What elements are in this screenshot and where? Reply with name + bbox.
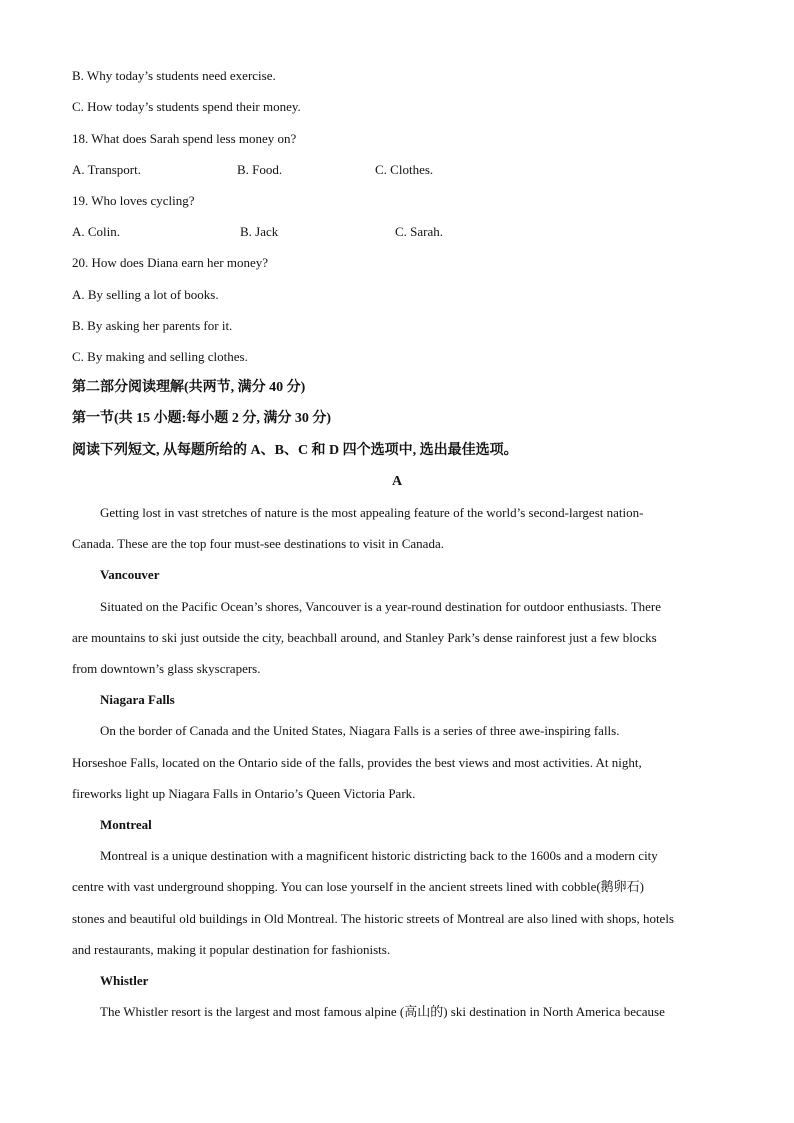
niagara-line-3: fireworks light up Niagara Falls in Ontario’s Queen Victoria Park. (72, 786, 416, 801)
passage-label: A (391, 474, 403, 489)
vancouver-line-1: Situated on the Pacific Ocean’s shores, Vancouver is a year-round destination for outdoor enthusiasts. There (100, 599, 661, 614)
vancouver-line-2: are mountains to ski just outside the city, beachball around, and Stanley Park’s dense rainforest just a few blocks (72, 630, 657, 645)
part-title: 第二部分阅读理解(共两节, 满分 40 分) (72, 380, 306, 395)
q19-option-b: B. Jack (240, 224, 279, 239)
q20-option-a: A. By selling a lot of books. (72, 287, 219, 302)
whistler-heading: Whistler (100, 973, 149, 988)
q20-question: 20. How does Diana earn her money? (72, 255, 269, 270)
passage-intro-line-2: Canada. These are the top four must-see destinations to visit in Canada. (72, 536, 444, 551)
passage-intro-line-1: Getting lost in vast stretches of nature is the most appealing feature of the world’s second-largest nation- (100, 505, 644, 520)
q19-option-c: C. Sarah. (395, 224, 444, 239)
q18-option-c: C. Clothes. (375, 162, 434, 177)
montreal-line-1: Montreal is a unique destination with a magnificent historic districting back to the 1600s and a modern city (100, 848, 658, 863)
q20-option-c: C. By making and selling clothes. (72, 349, 248, 364)
montreal-heading: Montreal (100, 817, 152, 832)
vancouver-heading: Vancouver (100, 567, 160, 582)
q20-option-b: B. By asking her parents for it. (72, 318, 233, 333)
montreal-line-3: stones and beautiful old buildings in Old Montreal. The historic streets of Montreal are also lined with shops, hotels (72, 911, 674, 926)
q19-question: 19. Who loves cycling? (72, 193, 195, 208)
section-title: 第一节(共 15 小题:每小题 2 分, 满分 30 分) (72, 411, 331, 426)
q19-option-a: A. Colin. (72, 224, 121, 239)
whistler-line-1: The Whistler resort is the largest and most famous alpine (高山的) ski destination in North America because (100, 1004, 665, 1019)
q18-option-a: A. Transport. (72, 162, 141, 177)
montreal-line-2: centre with vast underground shopping. You can lose yourself in the ancient streets lined with cobble(鹅卵石) (72, 879, 645, 894)
niagara-line-1: On the border of Canada and the United States, Niagara Falls is a series of three awe-inspiring falls. (100, 723, 620, 738)
montreal-line-4: and restaurants, making it popular destination for fashionists. (72, 942, 391, 957)
niagara-line-2: Horseshoe Falls, located on the Ontario side of the falls, provides the best views and most activities. At night, (72, 755, 642, 770)
vancouver-line-3: from downtown’s glass skyscrapers. (72, 661, 261, 676)
q17-option-b: B. Why today’s students need exercise. (72, 68, 276, 83)
section-instruction: 阅读下列短文, 从每题所给的 A、B、C 和 D 四个选项中, 选出最佳选项。 (72, 443, 518, 458)
q18-question: 18. What does Sarah spend less money on? (72, 131, 297, 146)
niagara-heading: Niagara Falls (100, 692, 175, 707)
q18-option-b: B. Food. (237, 162, 283, 177)
q17-option-c: C. How today’s students spend their money. (72, 99, 301, 114)
